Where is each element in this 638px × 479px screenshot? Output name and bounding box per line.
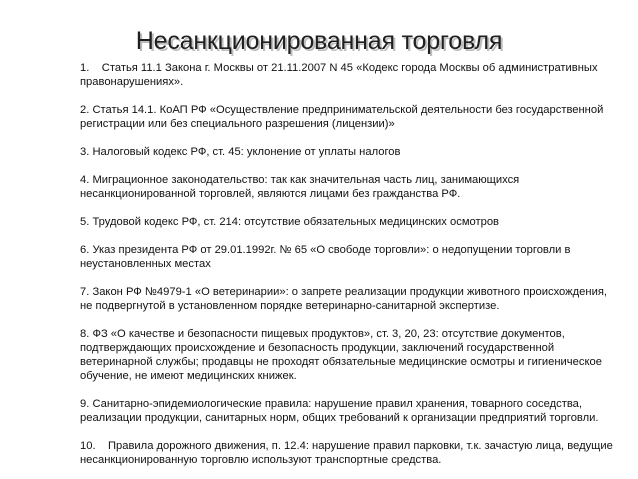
list-item-2: 2. Статья 14.1. КоАП РФ «Осуществление предпринимательской деятельности без государственной регистрации или без специального разрешения (лицензии)» xyxy=(80,104,607,130)
list-item-1: 1. Статья 11.1 Закона г. Москвы от 21.11.2007 N 45 «Кодекс города Москвы об административных правонарушениях». xyxy=(80,62,601,88)
list-item-6: 6. Указ президента РФ от 29.01.1992г. № 65 «О свободе торговли»: о недопущении торговли в неустановленных местах xyxy=(80,244,574,270)
list-item-5: 5. Трудовой кодекс РФ, ст. 214: отсутствие обязательных медицинских осмотров xyxy=(80,216,499,228)
slide-title: Несанкционированная торговля xyxy=(135,27,503,55)
list-item-4: 4. Миграционное законодательство: так как значительная часть лиц, занимающихся несанкционированной торговлей, являются лицами без гражданства РФ. xyxy=(80,174,523,200)
list-item-8: 8. ФЗ «О качестве и безопасности пищевых продуктов», ст. 3, 20, 23: отсутствие документов, подтверждающих происхождение и безопасность продукции, заключений государственной ветеринарной службы; продавцы не проходят обязательные медицинские осмотры и гигиеническое обучение, не имеют медицинских книжек. xyxy=(80,328,606,382)
slide-body xyxy=(80,61,620,467)
list-item-3: 3. Налоговый кодекс РФ, ст. 45: уклонение от уплаты налогов xyxy=(80,146,401,158)
list-item-10: 10. Правила дорожного движения, п. 12.4: нарушение правил парковки, т.к. зачастую лица, ведущие несанкционированную торговлю используют транспортные средства. xyxy=(80,440,616,466)
list-item-7: 7. Закон РФ №4979-1 «О ветеринарии»: о запрете реализации продукции животного происхождения, не подвергнутой в установленном порядке ветеринарно-санитарной экспертизе. xyxy=(80,286,611,312)
list-item-9: 9. Санитарно-эпидемиологические правила: нарушение правил хранения, товарного соседства, реализации продукции, санитарных норм, общих требований к организации предприятий торговли. xyxy=(80,398,599,424)
